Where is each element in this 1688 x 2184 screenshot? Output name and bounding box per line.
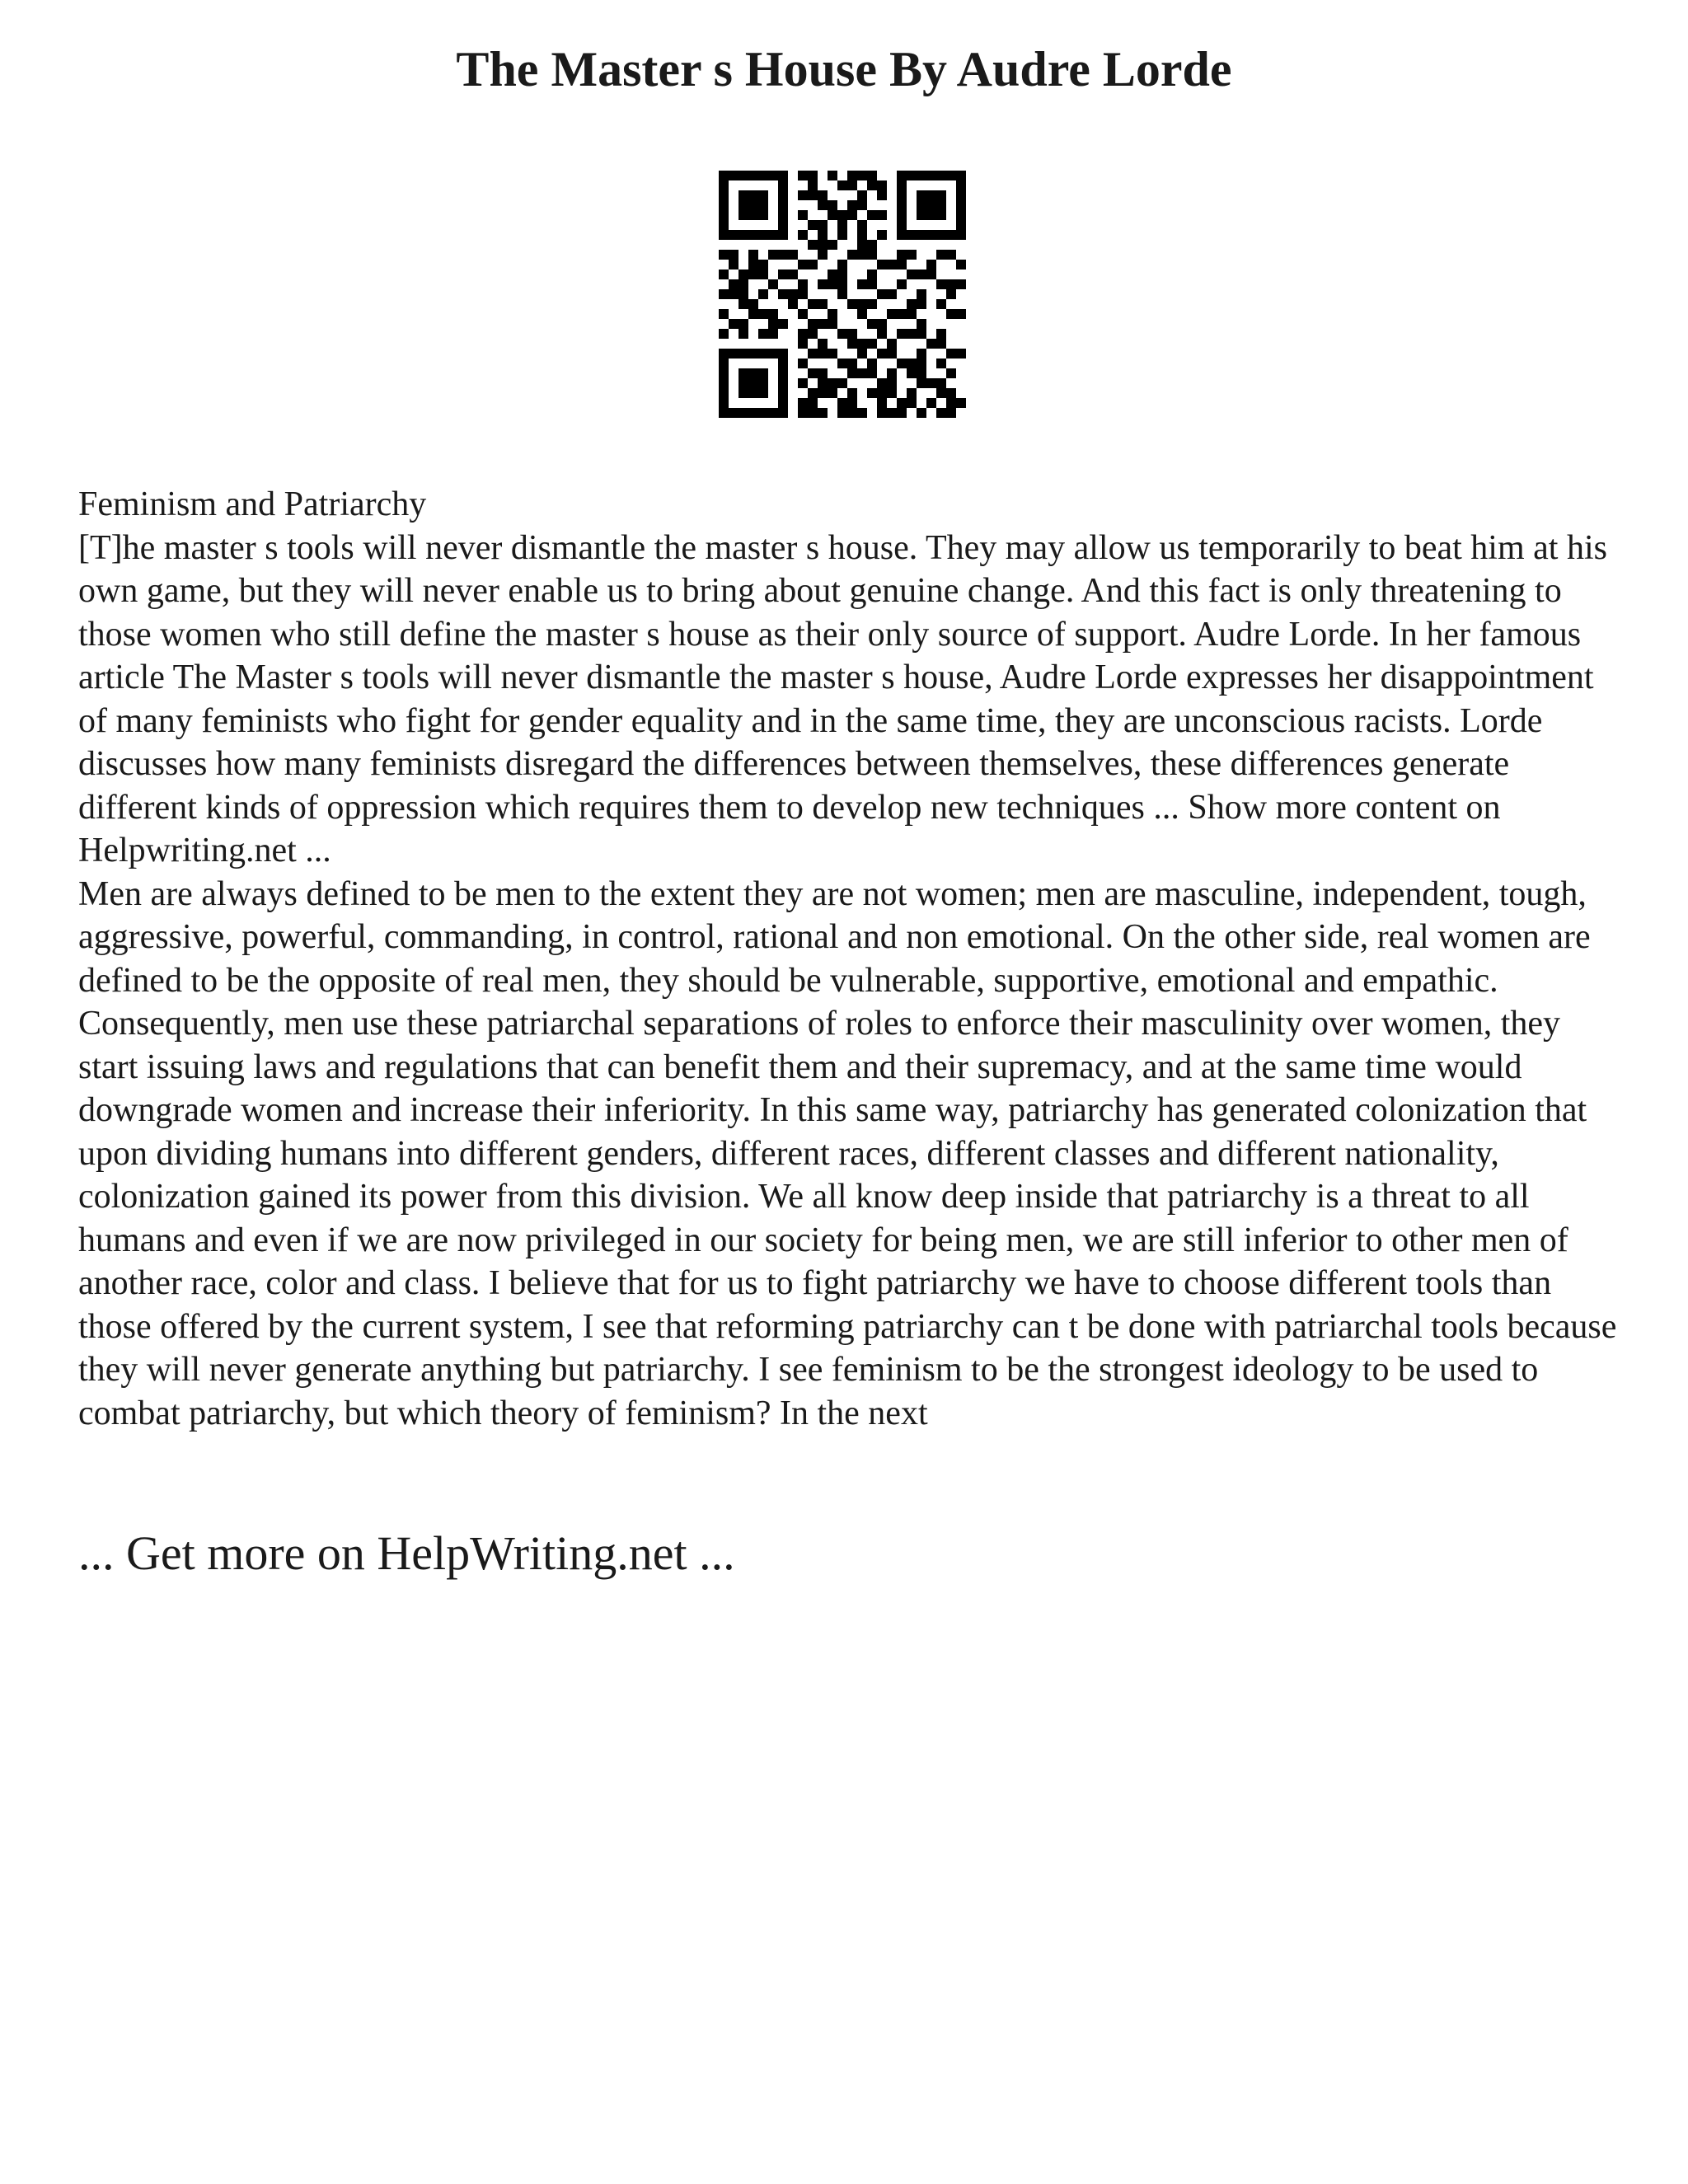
qr-code-icon (719, 171, 966, 418)
paragraph: Men are always defined to be men to the extent they are not women; men are masculine, independent, tough, aggressive, powerful, commanding, in control, rational and non emotional. On the other side, real women are defined to be the opposite of real men, they should be vulnerable, supportive, emotional and empathic. Consequently, men use these patriarchal separations of roles to enforce their masculinity over women, they start issuing laws and regulations that can benefit them and their supremacy, and at the same time would downgrade women and increase their inferiority. In this same way, patriarchy has generated colonization that upon dividing humans into different genders, different races, different classes and different nationality, colonization gained its power from this division. We all know deep inside that patriarchy is a threat to all humans and even if we are now privileged in our society for being men, we are still inferior to other men of another race, color and class. I believe that for us to fight patriarchy we have to choose different tools than those offered by the current system, I see that reforming patriarchy can t be done with patriarchal tools because they will never generate anything but patriarchy. I see feminism to be the strongest ideology to be used to combat patriarchy, but which theory of feminism? In the next (78, 874, 1617, 1432)
paragraph: [T]he master s tools will never dismantle the master s house. They may allow us temporarily to beat him at his own game, but they will never enable us to bring about genuine change. And this fact is only threatening to those women who still define the master s house as their only source of support. Audre Lorde. In her famous article The Master s tools will never dismantle the master s house, Audre Lorde expresses her disappointment of many feminists who fight for gender equality and in the same time, they are unconscious racists. Lorde discusses how many feminists disregard the differences between themselves, these differences generate different kinds of oppression which requires them to develop new techniques ... Show more content on Helpwriting.net ... (78, 528, 1607, 869)
page-title: The Master s House By Audre Lorde (456, 42, 1232, 96)
article-body (78, 483, 1620, 1435)
section-heading: Feminism and Patriarchy (78, 485, 427, 523)
get-more-link[interactable]: ... Get more on HelpWriting.net ... (78, 1526, 735, 1580)
